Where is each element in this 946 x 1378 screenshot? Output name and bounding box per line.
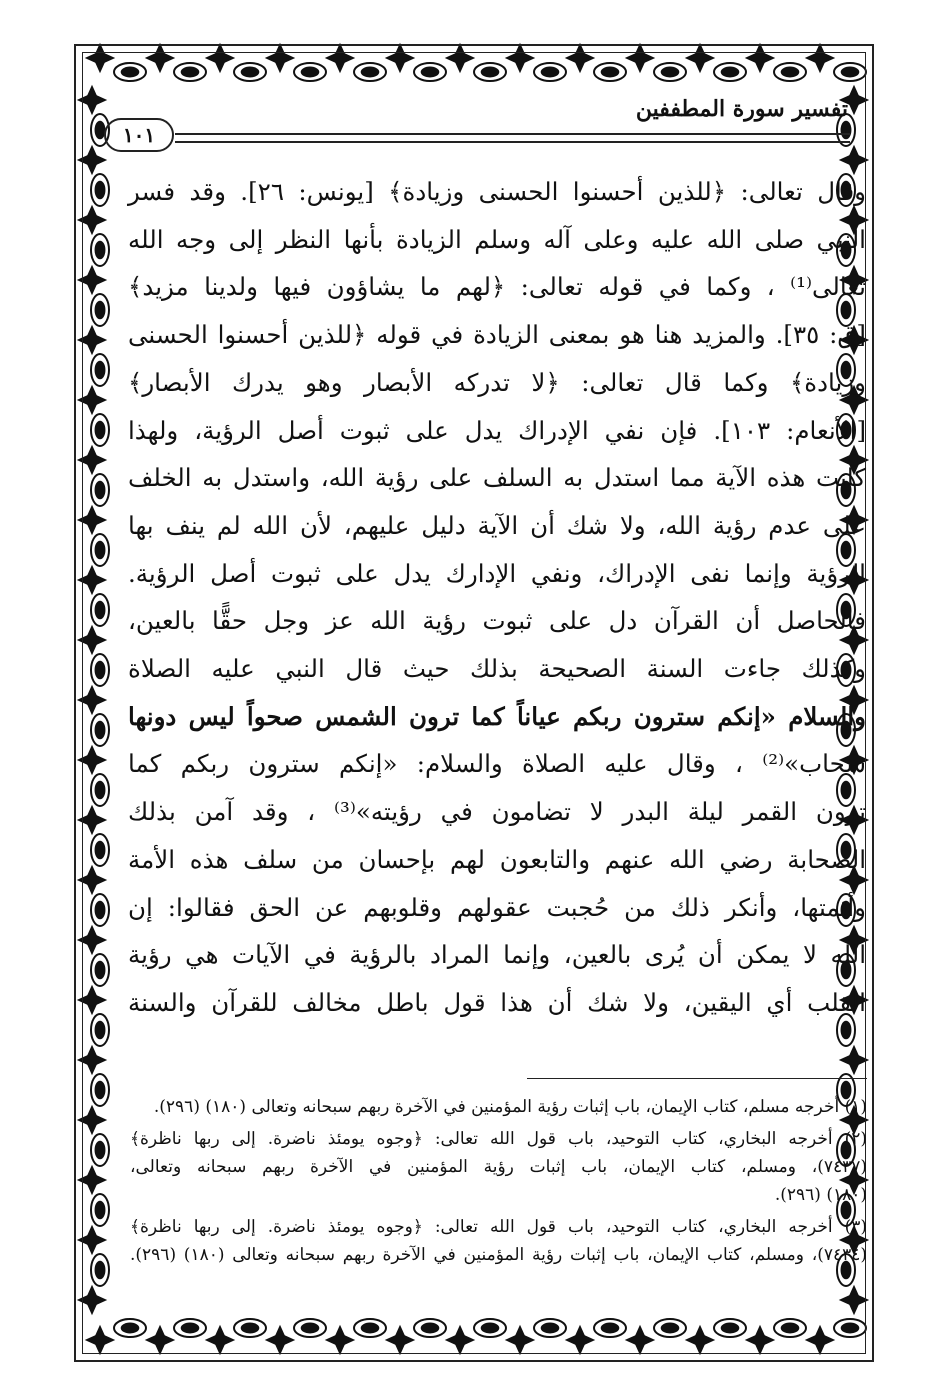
body-line: والسلام «إنكم سترون ربكم عياناً كما ترون الشمس صحواً ليس دونها: [128, 701, 866, 731]
body-line: وأئمتها، وأنكر ذلك من حُجبت عقولهم وقلوبهم عن الحق فقالوا: إن: [128, 892, 866, 922]
footnote-3: [130, 1213, 867, 1269]
body-line: الرؤية وإنما نفى الإدراك، ونفي الإدارك يدل على ثبوت أصل الرؤية.: [128, 558, 866, 588]
body-line: وقال تعالى: ﴿للذين أحسنوا الحسنى وزيادة﴾ [يونس: ٢٦]. وقد فسر: [128, 177, 867, 206]
body-line: النبي صلى الله عليه وعلى آله وسلم الزيادة بأنها النظر إلى وجه الله: [128, 224, 866, 254]
footnote-line: (٢) أخرجه البخاري، كتاب التوحيد، باب قول الله تعالى: ﴿وجوه يومئذ ناضرة. إلى ربها ناظرة﴾: [130, 1129, 867, 1149]
body-line: فالحاصل أن القرآن دل على ثبوت رؤية الله عز وجل حقًّا بالعين،: [128, 606, 866, 636]
body-line: سحاب»⁽²⁾ ، وقال عليه الصلاة والسلام: «إنكم سترون ربكم كما: [128, 749, 866, 779]
body-text: [128, 168, 866, 1027]
header-rule: [175, 133, 850, 143]
page-number: ١٠١: [104, 118, 174, 152]
footnote-separator: [527, 1078, 867, 1079]
footnote-line: (١٨٠) (٢٩٦).: [774, 1185, 867, 1205]
footnotes: [130, 1093, 867, 1273]
footnote-2: [130, 1125, 867, 1209]
body-line: [ق: ٣٥]. والمزيد هنا هو بمعنى الزيادة في قوله ﴿للذين أحسنوا الحسنى: [128, 320, 866, 350]
body-line: الصحابة رضي الله عنهم والتابعون لهم بإحسان من سلف هذه الأمة: [128, 844, 866, 874]
body-line: على عدم رؤية الله، ولا شك أن الآية دليل عليهم، لأن الله لم ينف بها: [128, 510, 866, 540]
body-line: كانت هذه الآية مما استدل به السلف على رؤية الله، واستدل به الخلف: [128, 463, 866, 493]
body-line: ترون القمر ليلة البدر لا تضامون في رؤيته»⁽³⁾ ، وقد آمن بذلك: [128, 797, 866, 827]
body-line: القلب أي اليقين، ولا شك أن هذا قول باطل مخالف للقرآن والسنة: [128, 987, 866, 1017]
body-line: الله لا يمكن أن يُرى بالعين، وإنما المراد بالرؤية في الآيات هي رؤية: [128, 940, 866, 970]
body-line: وزيادة﴾ وكما قال تعالى: ﴿لا تدركه الأبصار وهو يدرك الأبصار﴾: [128, 367, 866, 397]
footnote-line: (٣) أخرجه البخاري، كتاب التوحيد، باب قول الله تعالى: ﴿وجوه يومئذ ناضرة. إلى ربها ناظرة﴾: [130, 1217, 867, 1237]
footnote-1: [130, 1093, 867, 1121]
body-line: تعالى⁽¹⁾ ، وكما في قوله تعالى: ﴿لهم ما يشاؤون فيها ولدينا مزيد﴾: [128, 272, 866, 302]
running-header-title: تفسير سورة المطففين: [635, 96, 848, 122]
footnote-line: (٧٤٣٧)، ومسلم، كتاب الإيمان، باب إثبات رؤية المؤمنين في الآخرة ربهم سبحانه وتعالى،: [130, 1157, 867, 1177]
body-line: وكذلك جاءت السنة الصحيحة بذلك حيث قال النبي عليه الصلاة: [128, 654, 866, 684]
footnote-line: (١) أخرجه مسلم، كتاب الإيمان، باب إثبات رؤية المؤمنين في الآخرة ربهم سبحانه وتعالى (١٨٠) (٢٩٦).: [153, 1097, 867, 1117]
footnote-line: (٧٤٣٤)، ومسلم، كتاب الإيمان، باب إثبات رؤية المؤمنين في الآخرة ربهم سبحانه وتعالى (١٨٠) (٢٩٦).: [130, 1245, 868, 1265]
body-line: [الأنعام: ١٠٣]. فإن نفي الإدراك يدل على ثبوت أصل الرؤية، ولهذا: [128, 415, 867, 445]
